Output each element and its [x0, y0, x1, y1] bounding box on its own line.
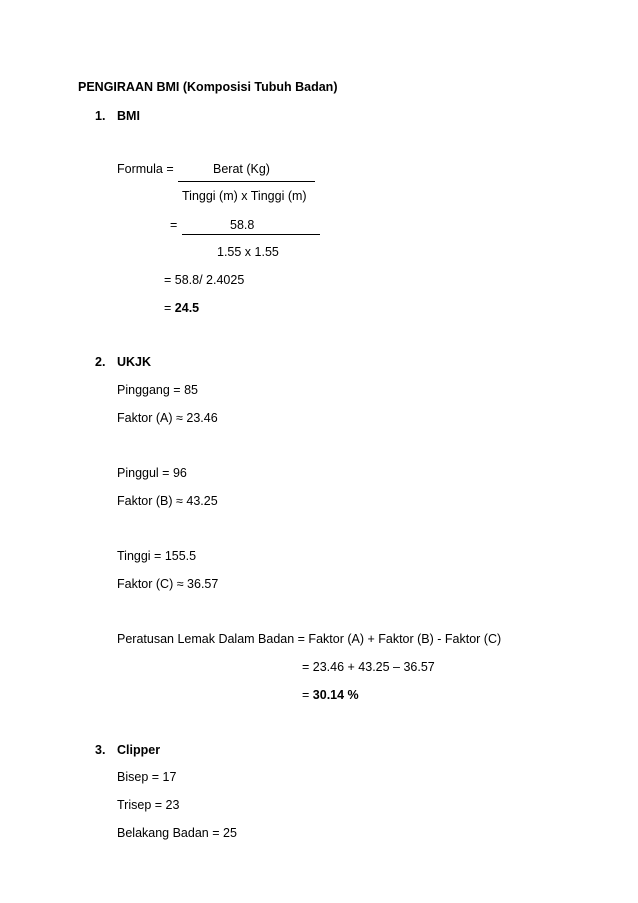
bmi-result-equals: = [164, 301, 172, 315]
tinggi-value: Tinggi = 155.5 [117, 549, 197, 563]
trisep-value: Trisep = 23 [117, 798, 180, 812]
faktor-b-value: Faktor (B) ≈ 43.25 [117, 494, 218, 508]
peratusan-calculation: = 23.46 + 43.25 – 36.57 [302, 660, 435, 674]
faktor-c-value: Faktor (C) ≈ 36.57 [117, 577, 219, 591]
section-3-heading: Clipper [117, 743, 161, 757]
section-1-number: 1. [95, 109, 106, 123]
peratusan-result-value: 30.14 % [312, 688, 359, 702]
peratusan-formula: Peratusan Lemak Dalam Badan = Faktor (A) + Faktor (B) - Faktor (C) [117, 632, 502, 646]
section-3-number: 3. [95, 743, 106, 757]
section-1-heading: BMI [117, 109, 140, 123]
formula-numerator: Berat (Kg) [213, 162, 270, 176]
bmi-result-line [164, 301, 199, 315]
value-denominator: 1.55 x 1.55 [217, 245, 279, 259]
value-numerator: 58.8 [230, 218, 255, 232]
formula-denominator: Tinggi (m) x Tinggi (m) [182, 189, 307, 203]
peratusan-result-line [302, 688, 359, 702]
equals-sign-2: = [170, 218, 178, 232]
formula-label: Formula = [117, 162, 174, 176]
pinggang-value: Pinggang = 85 [117, 383, 198, 397]
faktor-a-value: Faktor (A) ≈ 23.46 [117, 411, 218, 425]
peratusan-result-equals: = [302, 688, 310, 702]
bmi-result-value: 24.5 [174, 301, 200, 315]
section-2-number: 2. [95, 355, 106, 369]
bisep-value: Bisep = 17 [117, 770, 177, 784]
section-2-heading: UKJK [117, 355, 152, 369]
pinggul-value: Pinggul = 96 [117, 466, 187, 480]
fraction-line-1 [178, 181, 315, 182]
fraction-line-2 [182, 234, 320, 235]
page-title: PENGIRAAN BMI (Komposisi Tubuh Badan) [78, 80, 338, 94]
belakang-badan-value: Belakang Badan = 25 [117, 826, 237, 840]
division-step: = 58.8/ 2.4025 [164, 273, 245, 287]
